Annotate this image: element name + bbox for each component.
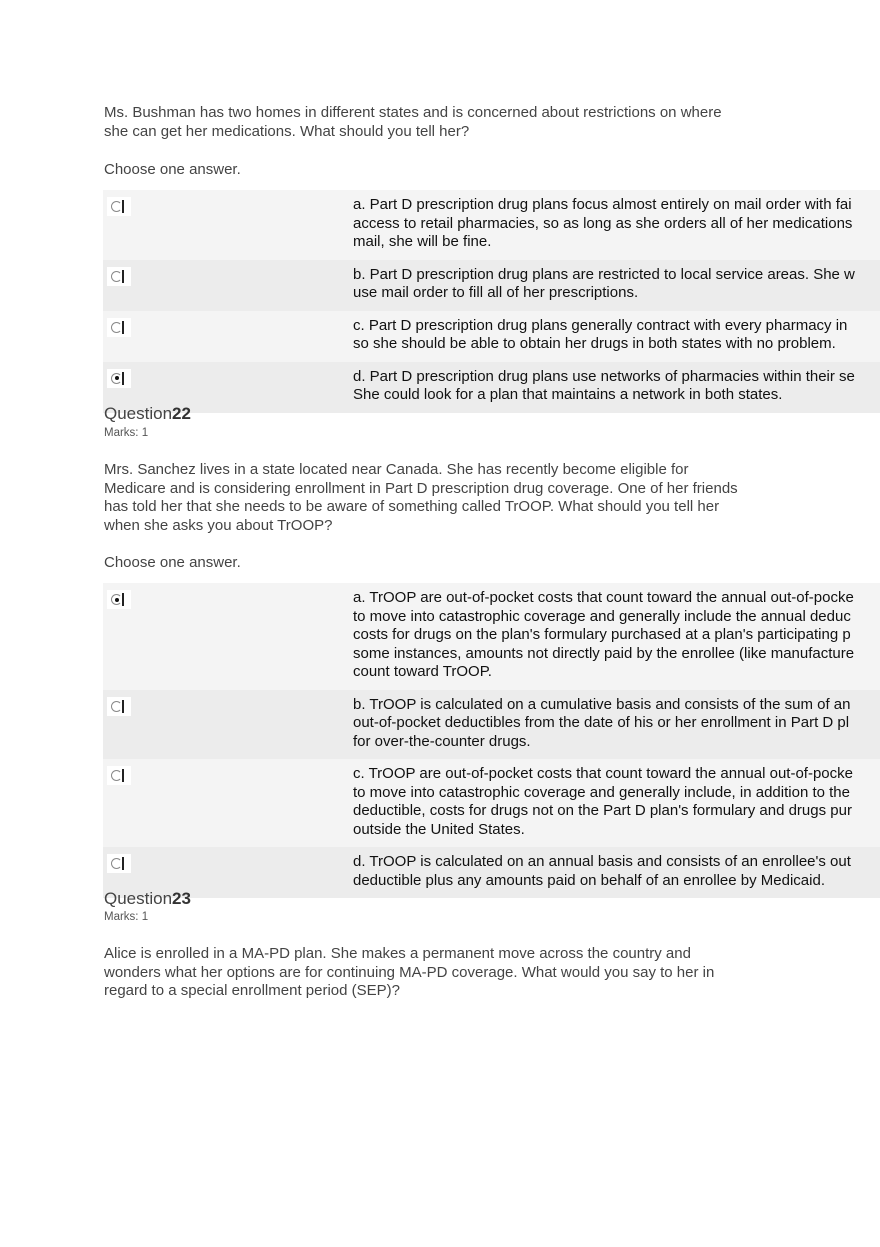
answer-option[interactable]: [103, 847, 880, 898]
cursor-bar-icon: [122, 200, 124, 213]
answer-line: mail, she will be fine.: [353, 233, 492, 250]
question-21-text: [104, 104, 804, 141]
answer-line: a. Part D prescription drug plans focus almost entirely on mail order with fai: [353, 196, 852, 213]
text-line: Alice is enrolled in a MA-PD plan. She makes a permanent move across the country and: [104, 945, 691, 962]
answer-line: deductible, costs for drugs not on the Part D plan's formulary and drugs pur: [353, 802, 852, 819]
question-21-answers: [103, 190, 880, 413]
radio-circle-icon: [111, 594, 122, 605]
answer-line: deductible plus any amounts paid on behalf of an enrollee by Medicaid.: [353, 871, 825, 889]
answer-text: [353, 759, 853, 847]
answer-text: [353, 690, 850, 760]
radio-button[interactable]: [107, 267, 131, 286]
text-line: Medicare and is considering enrollment in Part D prescription drug coverage. One of her friends: [104, 479, 738, 497]
answer-line: b. TrOOP is calculated on a cumulative basis and consists of the sum of an: [353, 695, 851, 713]
answer-line: use mail order to fill all of her prescriptions.: [353, 284, 639, 301]
radio-button[interactable]: [107, 697, 131, 716]
cursor-bar-icon: [122, 321, 124, 334]
cursor-bar-icon: [122, 593, 124, 606]
radio-button[interactable]: [107, 766, 131, 785]
answer-option[interactable]: [103, 362, 880, 413]
question-22-answers: [103, 583, 880, 898]
radio-circle-icon: [111, 271, 122, 282]
question-23-heading: [104, 889, 191, 909]
cursor-bar-icon: [122, 372, 124, 385]
cursor-bar-icon: [122, 700, 124, 713]
radio-circle-icon: [111, 322, 122, 333]
cursor-bar-icon: [122, 769, 124, 782]
text-line: when she asks you about TrOOP?: [104, 516, 333, 534]
answer-line: some instances, amounts not directly paid by the enrollee (like manufacture: [353, 644, 855, 662]
answer-line: d. TrOOP is calculated on an annual basis and consists of an enrollee's out: [353, 853, 851, 870]
answer-option[interactable]: [103, 190, 880, 260]
answer-line: outside the United States.: [353, 820, 525, 838]
question-label: Question: [104, 889, 173, 908]
answer-text: [353, 260, 855, 311]
answer-option[interactable]: [103, 583, 880, 690]
question-number: 22: [172, 404, 191, 423]
question-23-text: [104, 945, 804, 1001]
answer-option[interactable]: [103, 759, 880, 847]
answer-line: to move into catastrophic coverage and generally include, in addition to the: [353, 783, 850, 801]
radio-circle-icon: [111, 201, 122, 212]
answer-line: d. Part D prescription drug plans use networks of pharmacies within their se: [353, 367, 855, 385]
choose-one-label: Choose one answer.: [104, 161, 241, 178]
answer-line: c. Part D prescription drug plans generally contract with every pharmacy in: [353, 316, 848, 334]
text-line: Ms. Bushman has two homes in different states and is concerned about restrictions on where: [104, 104, 722, 121]
radio-circle-icon: [111, 373, 122, 384]
text-line: wonders what her options are for continuing MA-PD coverage. What would you say to her in: [104, 963, 715, 981]
radio-button[interactable]: [107, 197, 131, 216]
answer-line: access to retail pharmacies, so as long as she orders all of her medications: [353, 214, 853, 232]
answer-option[interactable]: [103, 311, 880, 362]
answer-line: out-of-pocket deductibles from the date of his or her enrollment in Part D pl: [353, 714, 850, 731]
text-line: Mrs. Sanchez lives in a state located near Canada. She has recently become eligible for: [104, 461, 689, 478]
question-22-marks: Marks: 1: [104, 427, 149, 439]
answer-text: [353, 583, 854, 690]
text-line: she can get her medications. What should you tell her?: [104, 122, 470, 140]
question-23-marks: Marks: 1: [104, 911, 149, 923]
question-label: Question: [104, 404, 173, 423]
radio-button-selected[interactable]: [107, 369, 131, 388]
answer-line: for over-the-counter drugs.: [353, 732, 531, 750]
radio-circle-icon: [111, 701, 122, 712]
text-line: regard to a special enrollment period (SEP)?: [104, 982, 400, 999]
answer-text: [353, 847, 851, 898]
answer-line: to move into catastrophic coverage and generally include the annual deduc: [353, 607, 851, 625]
radio-button[interactable]: [107, 318, 131, 337]
answer-line: c. TrOOP are out-of-pocket costs that count toward the annual out-of-pocke: [353, 765, 853, 782]
answer-line: so she should be able to obtain her drugs in both states with no problem.: [353, 335, 836, 352]
cursor-bar-icon: [122, 857, 124, 870]
answer-line: costs for drugs on the plan's formulary purchased at a plan's participating p: [353, 626, 851, 643]
question-22-heading: [104, 404, 191, 424]
answer-line: b. Part D prescription drug plans are restricted to local service areas. She w: [353, 265, 855, 283]
answer-text: [353, 190, 852, 260]
radio-button-selected[interactable]: [107, 590, 131, 609]
answer-option[interactable]: [103, 260, 880, 311]
answer-option[interactable]: [103, 690, 880, 760]
question-number: 23: [172, 889, 191, 908]
answer-line: She could look for a plan that maintains a network in both states.: [353, 386, 783, 403]
radio-button[interactable]: [107, 854, 131, 873]
answer-text: [353, 311, 847, 362]
answer-line: count toward TrOOP.: [353, 663, 492, 680]
cursor-bar-icon: [122, 270, 124, 283]
choose-one-label: Choose one answer.: [104, 554, 241, 571]
text-line: has told her that she needs to be aware of something called TrOOP. What should you tell her: [104, 498, 720, 515]
radio-circle-icon: [111, 770, 122, 781]
radio-circle-icon: [111, 858, 122, 869]
answer-text: [353, 362, 855, 413]
answer-line: a. TrOOP are out-of-pocket costs that count toward the annual out-of-pocke: [353, 589, 854, 606]
question-22-text: [104, 461, 804, 535]
